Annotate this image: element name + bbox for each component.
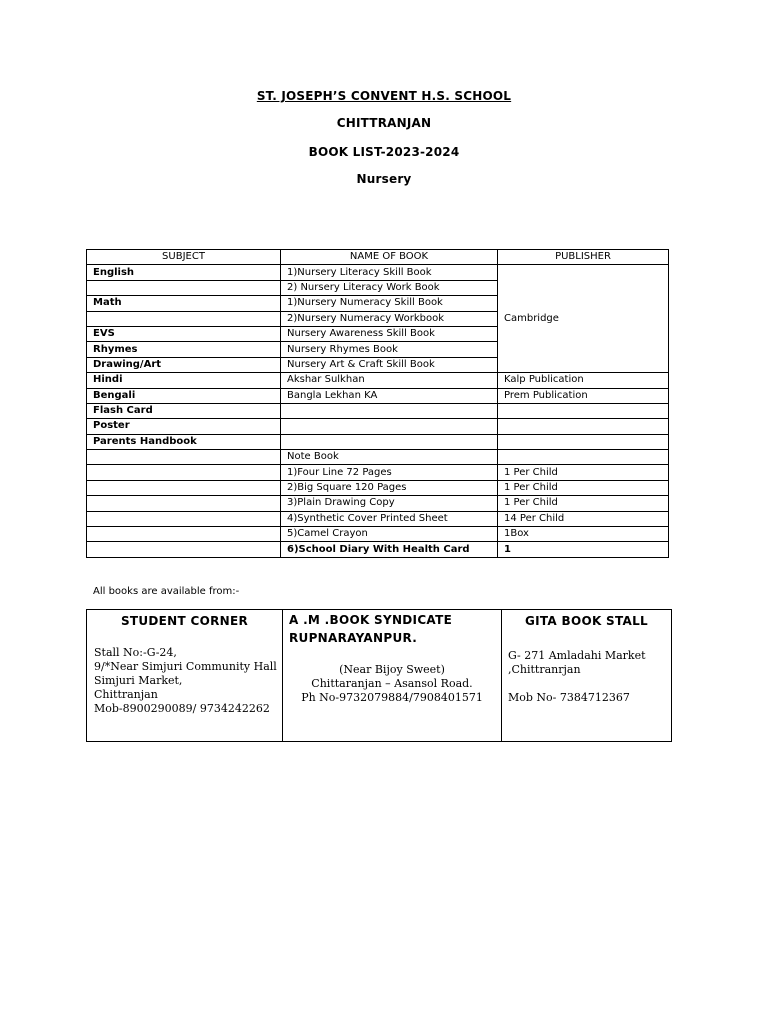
subject-cell [87,511,281,526]
book-cell: Akshar Sulkhan [281,373,498,388]
table-row [87,388,669,403]
book-cell: 1)Four Line 72 Pages [281,465,498,480]
book-cell: 4)Synthetic Cover Printed Sheet [281,511,498,526]
table-row [87,403,669,418]
table-row [87,527,669,542]
store-address-line: Simjuri Market, [94,674,183,687]
book-cell: Bangla Lekhan KA [281,388,498,403]
subject-cell: Parents Handbook [87,434,281,449]
book-cell [281,403,498,418]
book-cell: 2)Nursery Numeracy Workbook [281,311,498,326]
subject-cell [87,527,281,542]
book-cell: Note Book [281,450,498,465]
book-cell: Nursery Awareness Skill Book [281,326,498,341]
store-address-line: 9/*Near Simjuri Community Hall [94,660,277,673]
publisher-cell: 1 Per Child [498,496,669,511]
city-name: CHITTRANJAN [336,116,432,130]
spacer [508,677,671,691]
publisher-cell: 1Box [498,527,669,542]
publisher-cell [498,403,669,418]
availability-note: All books are available from:- [93,586,240,597]
subject-cell: Flash Card [87,403,281,418]
publisher-cell-cambridge: Cambridge [498,265,669,373]
subject-cell [87,542,281,557]
store-name-location: RUPNARAYANPUR. [289,631,418,645]
store-phone: Mob-8900290089/ 9734242262 [94,702,270,715]
store-phone: Mob No- 7384712367 [508,691,630,704]
book-list-title: BOOK LIST-2023-2024 [308,145,460,159]
table-row [87,434,669,449]
column-header-book: NAME OF BOOK [281,250,498,265]
subject-cell: Bengali [87,388,281,403]
subject-cell: English [87,265,281,280]
book-cell [281,434,498,449]
store-name: STUDENT CORNER [120,614,249,628]
book-cell: 1)Nursery Numeracy Skill Book [281,296,498,311]
table-header-row [87,250,669,265]
publisher-cell: 1 [498,542,669,557]
store-address-line: Stall No:-G-24, [94,646,177,659]
book-cell: 1)Nursery Literacy Skill Book [281,265,498,280]
store-name: A .M .BOOK SYNDICATE [289,613,453,627]
store-phone: Ph No-9732079884/7908401571 [301,691,483,704]
publisher-cell [498,434,669,449]
table-row [87,542,669,557]
table-row [87,419,669,434]
table-row [87,265,669,280]
column-header-publisher: PUBLISHER [498,250,669,265]
book-cell: 2) Nursery Literacy Work Book [281,280,498,295]
book-cell: 6)School Diary With Health Card [281,542,498,557]
subject-cell: EVS [87,326,281,341]
subject-cell [87,465,281,480]
book-cell: Nursery Rhymes Book [281,342,498,357]
store-gita-book-stall [502,610,672,742]
publisher-cell: 1 Per Child [498,465,669,480]
book-cell: 2)Big Square 120 Pages [281,480,498,495]
book-cell: 5)Camel Crayon [281,527,498,542]
subject-cell: Drawing/Art [87,357,281,372]
table-row [87,511,669,526]
subject-cell [87,311,281,326]
subject-cell: Math [87,296,281,311]
store-address-line: Chittranjan [94,688,158,701]
class-name: Nursery [356,172,412,186]
school-name: ST. JOSEPH’S CONVENT H.S. SCHOOL [256,89,512,103]
store-address-line: Chittaranjan – Asansol Road. [311,677,473,690]
book-cell: Nursery Art & Craft Skill Book [281,357,498,372]
subject-cell: Rhymes [87,342,281,357]
subject-cell [87,450,281,465]
stores-table [86,609,672,742]
publisher-cell: Kalp Publication [498,373,669,388]
store-student-corner [87,610,283,742]
store-address-line: G- 271 Amladahi Market [508,649,646,662]
store-address-line: (Near Bijoy Sweet) [339,663,445,676]
store-address-line: ,Chittranrjan [508,663,581,676]
publisher-cell: 14 Per Child [498,511,669,526]
store-name: GITA BOOK STALL [524,614,649,628]
table-row [87,465,669,480]
subject-cell [87,480,281,495]
publisher-cell [498,419,669,434]
book-list-table [86,249,669,558]
table-row [87,373,669,388]
publisher-cell: 1 Per Child [498,480,669,495]
book-cell [281,419,498,434]
subject-cell: Hindi [87,373,281,388]
book-cell: 3)Plain Drawing Copy [281,496,498,511]
column-header-subject: SUBJECT [87,250,281,265]
table-row [87,496,669,511]
publisher-cell [498,450,669,465]
table-row [87,480,669,495]
subject-cell [87,496,281,511]
publisher-cell: Prem Publication [498,388,669,403]
subject-cell [87,280,281,295]
table-row [87,450,669,465]
store-am-book-syndicate [283,610,502,742]
subject-cell: Poster [87,419,281,434]
